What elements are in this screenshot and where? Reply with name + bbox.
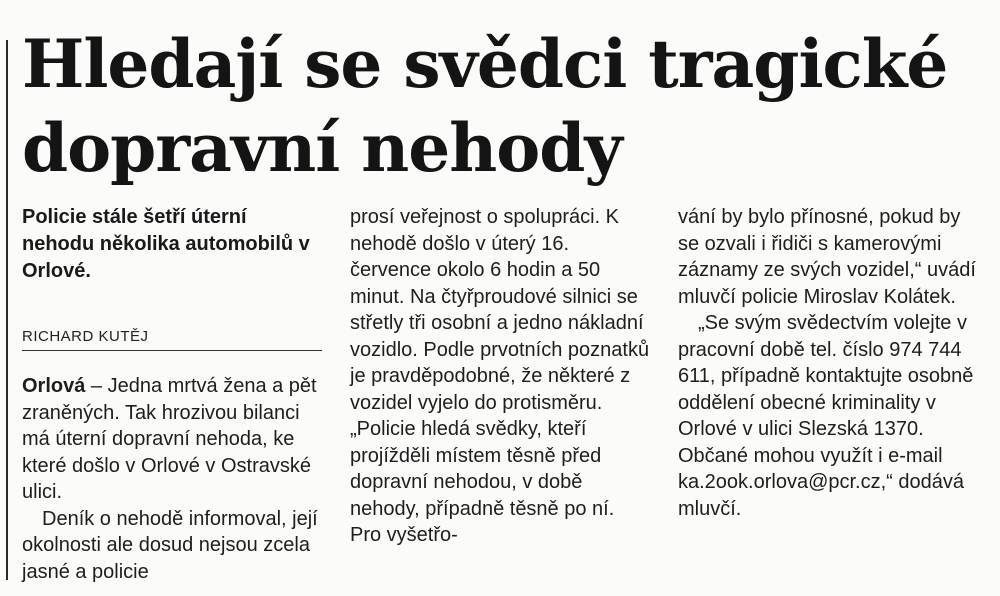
column-2 bbox=[350, 204, 650, 549]
body-paragraph-2: Deník o nehodě informoval, její okolnosti ale dosud nejsou zcela jasné a policie bbox=[22, 507, 318, 583]
body-paragraph-5: „Se svým svědectvím volejte v pracovní době tel. číslo 974 744 611, případně kontaktujte osobně oddělení obecné kriminality v Orlové v ulici Slezská 1370. Občané mohou využít i e-mail ka.2ook.orlova@pcr.cz,“ dodává mluvčí. bbox=[678, 312, 974, 520]
headline bbox=[22, 22, 982, 190]
column-1 bbox=[22, 204, 322, 585]
byline-divider bbox=[22, 350, 322, 351]
column-3 bbox=[678, 204, 983, 522]
headline-line-2: dopravní nehody bbox=[22, 109, 622, 187]
lead-paragraph: Policie stále šetří úterní nehodu několika automobilů v Orlové. bbox=[22, 206, 310, 282]
body-paragraph-1 bbox=[22, 373, 322, 506]
margin-rule bbox=[6, 40, 8, 580]
byline: RICHARD KUTĚJ bbox=[22, 328, 149, 345]
headline-line-1: Hledají se svědci tragické bbox=[22, 25, 948, 103]
body-paragraph-3: prosí veřejnost o spolupráci. K nehodě došlo v úterý 16. července okolo 6 hodin a 50 minut. Na čtyřproudové silnici se střetly tři osobní a jedno nákladní vozidlo. Podle prvotních poznatků je pravděpodobné, že některé z vozidel vyjelo do protisměru. „Policie hledá svědky, kteří projížděli místem těsně před dopravní nehodou, v době nehody, případně těsně po ní. Pro vyšetřo- bbox=[350, 206, 650, 546]
body-paragraph-1-text: – Jedna mrtvá žena a pět zraněných. Tak hrozivou bilanci má úterní dopravní nehoda, ke které došlo v Orlové v Ostravské ulici. bbox=[22, 375, 317, 503]
dateline: Orlová bbox=[22, 375, 86, 397]
body-paragraph-4: vání by bylo přínosné, pokud by se ozvali i řidiči s kamerovými záznamy ze svých vozidel,“ uvádí mluvčí policie Miroslav Kolátek. bbox=[678, 206, 976, 308]
